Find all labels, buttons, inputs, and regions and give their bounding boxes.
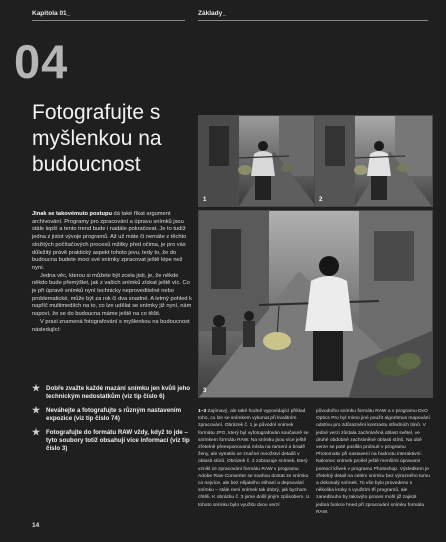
caption-column-1 [198,408,310,509]
photo-1 [198,115,317,207]
article-title: Fotografujte s myšlenkou na budoucnost [32,101,162,176]
intro-paragraph-2: Jedna věc, kterou si můžete být zcela jisti, je, že někde někdo bude přemýšlet, jak z vašich snímků získat ještě víc. Co je při úpravě snímků nyní technicky neproveditelné nebo problematické, může být za rok či dva snadné. A letmý pohled k napříč multimediích na to, co lze udělat se snímky již nyní, nám napoví, že se do budoucna máme ještě na co těšit. [32,272,192,318]
header-divider-right [198,20,428,21]
intro-paragraph-1 [32,211,192,273]
photo-number: 2 [319,197,323,203]
star-bullet-icon: ★ [32,405,41,415]
street-scene-photo [199,211,432,397]
photo-number: 3 [203,388,207,394]
photo-3 [198,210,433,398]
street-scene-photo [315,116,432,206]
intro-paragraph-3: V praxi znamená fotografování s myšlenkou na budoucnost následující: [32,318,190,333]
chapter-number: 04 [14,35,69,88]
intro-lead: Jinak se takovémuto postupu [32,211,112,217]
street-scene-photo [199,116,316,206]
page-header [0,0,446,30]
star-bullet-icon: ★ [32,427,41,437]
photo-number: 1 [203,197,207,203]
section-label: Základy_ [198,10,226,17]
intro-body-1: dá také říkat argument archivování. Programy pro zpracování a úpravu snímků jsou stále lepší a tento trend bude i nadále pokračovat. Je to tudíž jedna z jistot vývoje programů. Až už máte či nemáte z těchto složitých počítačových procesů mžitky před očima, je pro vás důležitý právě praktický aspekt tohoto jevu, tedy to, že do budoucna budete moci své snímky zpracovat ještě lépe než nyní. [32,211,187,271]
header-divider-left [32,20,185,21]
tip-text: Neváhejte a fotografujte s různým nastavením expozice (viz tip číslo 74) [46,407,182,422]
caption-column-2: původního snímku formátu RAW a v programu DxO Optics Pro byl mimo jiné použit algoritmus mapování odstínu pro zdůraznění kontrastu středních tónů. V jedné verzi zůstala zachráněná oblast světel, ve druhé obdobné zachráněné oblasti stínů. Na obě verze se poté posílilo prolnutí v programu Photomatix při nastavení na hodnotu interaktivní. Nakonec snímek prošel ještě menšími úpravami pomocí křivek v programu Photoshop. Výsledkem je zřetelný detail na celém snímku bez výrazného tumu a dokonalý snímek. To vše bylo provedeno s několika kroky s využitím tří programů, ale zanedlouho by takovýto proces mohl již zajistit jediná funkce hned při zpracování snímku formátu RAW. [316,409,430,515]
tip-item [32,429,192,453]
chapter-label: Kapitola 01_ [32,10,71,17]
tip-item [32,385,192,401]
intro-text [32,211,192,334]
page-number: 14 [32,522,40,529]
star-bullet-icon: ★ [32,383,41,393]
tip-item [32,407,192,423]
caption-text-1: Zajímavý, ale také hodně vypovídající příklad toho, co lze se snímkem vykonat při kvalitním zpracování. Obrázek č. 1 je původní snímek formátu JPG, který byl vyfotografován současně se snímkem formátu RAW. Na snímku jsou vice ještě zřetelně přeexponovaná místa na ramení a bradě ženy, ale vytratilo se značné množství detailů v oblasti stínů. Obrázek č. 2 zobrazuje snímek, který vznikl ze zpracování formátu RAW v programu Adobe Raw Converter se snahou dostat ze snímku co nejvíce, ale bez nějakého stíhaní a depsování snímku – stále není snímek tak dobrý, jak bychom chtěli. K obrázku č. 3 jsme došli jiným způsobem. U tohoto snímku bylo využito dvou verzí [198,409,310,508]
tip-list [32,385,192,459]
photo-2 [314,115,433,207]
tip-text: Dobře zvažte každé mazání snímku jen kvůli jeho technickým nedostatkům (viz tip číslo 6) [46,385,191,400]
caption-lead: 1–3 [198,409,207,414]
tip-text: Fotografujte do formátu RAW vždy, když to jde – tyto soubory totiž obsahují více informací (viz tip číslo 3) [46,429,190,452]
